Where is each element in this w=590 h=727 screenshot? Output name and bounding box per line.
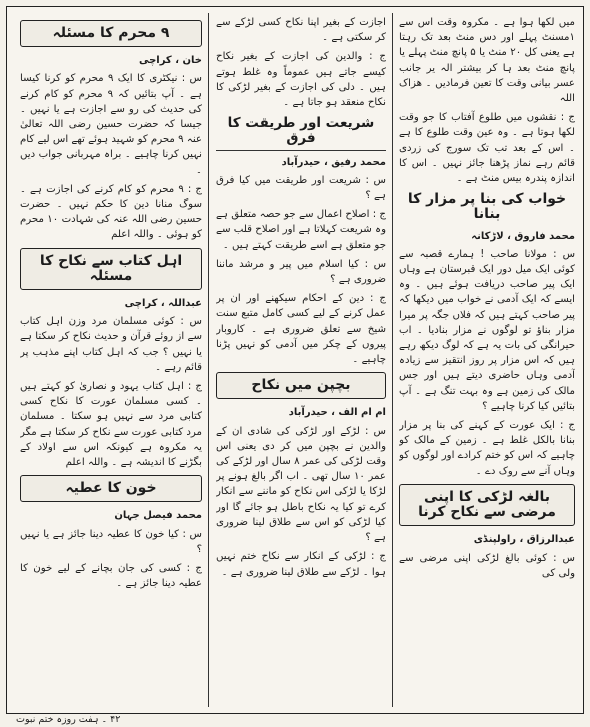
magazine-page	[6, 6, 584, 714]
author-line: ام ام الف ، حیدرآباد	[288, 407, 386, 419]
answer-text: ج : کسی کی جان بچانے کے لیے خون کا عطیہ دینا جائز ہے ۔	[20, 563, 202, 590]
section-heading: خواب کی بنا پر مزار کا بنانا	[407, 191, 567, 223]
column-left	[20, 15, 202, 703]
section-heading: بچپن میں نکاح	[216, 372, 386, 399]
section-heading: بالغہ لڑکی کا اپنی مرضی سے نکاح کرنا	[399, 484, 575, 526]
question-text: س : لڑکے اور لڑکی کی شادی ان کے والدین نے بچپن میں کر دی یعنی اس وقت لڑکی کی عمر ۸ سال اور لڑکے کی عمر ۱۰ سال تھی ۔ اب اگر بالغ ہونے پر لڑکا یا لڑکی اس نکاح کو ماننے سے انکار کرے تو کیا یہ نکاح باطل ہو جائے گا اور کیا لڑکی کو اس سے طلاق لینا ضروری ہے ؟	[216, 425, 386, 544]
answer-text: ج : اہل کتاب یہود و نصاریٰ کو کہتے ہیں ۔ کسی مسلمان عورت کا نکاح کسی کتابی مرد سے نہیں ہو سکتا ۔ مسلمان مرد کتابی عورت سے نکاح کر سکتا ہے مگر یہ مکروہ ہے کیونکہ اس سے اولاد کے بگڑنے کا اندیشہ ہے ۔ واللہ اعلم	[20, 381, 202, 469]
author-line: محمد رفیق ، حیدرآباد	[281, 156, 386, 168]
author-line: خان ، کراچی	[138, 55, 202, 67]
section-heading: خون کا عطیہ	[20, 475, 202, 502]
question-text: س : مولانا صاحب ! ہمارے قصبہ سے کوئی ایک میل دور ایک قبرستان ہے وہاں ایک پیر صاحب دریافت ہوئے ہیں ۔ وہ ایسے کہ ایک آدمی نے خواب میں دیکھا کہ پیر صاحب کہتے ہیں کہ فلاں جگہ پر میرا مزار بناؤ تو لوگوں نے مزار بنادیا ۔ اب حیرانگی کی بات یہ ہے کہ لوگ دیکھ رہے ہیں کہ اس مزار پر روز انتقیز سے زیادہ آدمی وہاں حاضری دیتے ہیں اور جس مالک کی زمین ہے وہ بہت تنگ ہے ۔ آپ بتائیں کیا کرنا چاہیے ؟	[399, 248, 575, 412]
question-text: س : کوئی بالغ لڑکی اپنی مرضی سے ولی کی	[399, 552, 575, 579]
answer-text: ج : دین کے احکام سیکھنے اور ان پر عمل کرنے کے لیے کسی کامل متبع سنت شیخ سے تعلق ضروری ہے ۔ کاروبار پیروں کے چکر میں آدمی کو نہیں پڑنا چاہیے ۔	[216, 293, 386, 366]
section-heading: شریعت اور طریقت کا فرق	[216, 116, 386, 150]
answer-text: ج : نقشوں میں طلوع آفتاب کا جو وقت لکھا ہوتا ہے ۔ وہ عین وقت طلوع کا ہے ۔ اس کے بعد تب تک سورج کی زردی قائم رہے نماز پڑھنا جائز نہیں ۔ اس کا اندازہ پندرہ بیس منٹ ہے ۔	[399, 112, 575, 185]
column-divider	[392, 13, 393, 707]
answer-text: ج : اصلاح اعمال سے جو حصہ متعلق ہے وہ شریعت کہلاتا ہے اور اصلاح قلب سے جو متعلق ہے اسے طریقت کہتے ہیں ۔	[216, 209, 386, 251]
question-text: اجازت کے بغیر اپنا نکاح کسی لڑکے سے کر سکتی ہے ۔	[216, 17, 386, 44]
page-footer: ۴۲ ۔ ہفت روزہ ختم نبوت	[16, 714, 121, 725]
section-heading: اہل کتاب سے نکاح کا مسئلہ	[20, 248, 202, 290]
question-text: س : شریعت اور طریقت میں کیا فرق ہے ؟	[216, 174, 386, 202]
answer-text: ج : ایک عورت کے کہنے کی بنا پر مزار بنانا بالکل غلط ہے ۔ زمین کے مالک کو چاہیے کہ اس کو ختم کرادے اور لوگوں کو وہاں آنے سے روک دے ۔	[399, 420, 575, 477]
column-middle	[216, 15, 386, 703]
answer-text: ج : ۹ محرم کو کام کرنے کی اجازت ہے ۔ سوگ منانا دین کا حکم نہیں ۔ حضرت حسین رضی اللہ عنہ کی شہادت ۱۰ محرم کو ہوئی ۔ واللہ اعلم	[20, 183, 202, 241]
question-text: س : نیکٹری کا ایک ۹ محرم کو کرنا کیسا ہے ۔ آپ بتائیں کہ ۹ محرم کو کام کرنے کی حدیث کی رو سے اجازت ہے یا نہیں ۔ جیسا کہ حضرت حسین رضی اللہ تعالیٰ عنہ ۹ محرم کو شہید ہوئے تھے اس لیے کام نہیں کرنا چاہیے ۔ براہ مہربانی جواب دیں ۔	[20, 73, 202, 176]
column-divider	[208, 13, 209, 707]
question-text: س : کیا اسلام میں پیر و مرشد ماننا ضروری ہے ؟	[216, 258, 386, 286]
author-line: عبدالرزاق ، راولپنڈی	[473, 534, 575, 546]
author-line: محمد فیصل جہان	[114, 510, 202, 522]
question-text: س : کوئی مسلمان مرد وزن اہل کتاب سے از روئے قرآن و حدیث نکاح کر سکتا ہے یا نہیں ؟ جب کہ اہل کتاب اپنے مذہب پر قائم رہے ۔	[20, 316, 202, 373]
section-heading: ۹ محرم کا مسئلہ	[20, 20, 202, 47]
author-line: محمد فاروق ، لاڑکانہ	[471, 230, 575, 242]
column-right	[399, 15, 575, 703]
answer-text: ج : والدین کی اجازت کے بغیر نکاح کیسے جاتے ہیں عموماً وہ غلط ہوتے ہیں ۔ دلی کی اجازت کے بغیر لڑکی کا نکاح منعقد ہو جاتا ہے ۔	[216, 51, 386, 109]
question-text: س : کیا خون کا عطیہ دینا جائز ہے یا نہیں ؟	[20, 528, 202, 555]
answer-text: ج : لڑکی کے انکار سے نکاح ختم نہیں ہوا ۔ لڑکے سے طلاق لینا ضروری ہے ۔	[216, 551, 386, 578]
author-line: عبداللہ ، کراچی	[124, 298, 202, 310]
question-text: میں لکھا ہوا ہے ۔ مکروہ وقت اس سے ۱مسنٹ پہلے اور دس منٹ بعد تک رہتا ہے یعنی کل ۲۰ منٹ یا ۵ پانچ منٹ پہلے یا پانچ منٹ بعد ہا کر بیشتر الہ یر جانب عسر بیانی وقت کا تعین فرمادیں ۔ ھزاک اللہ	[399, 17, 575, 105]
